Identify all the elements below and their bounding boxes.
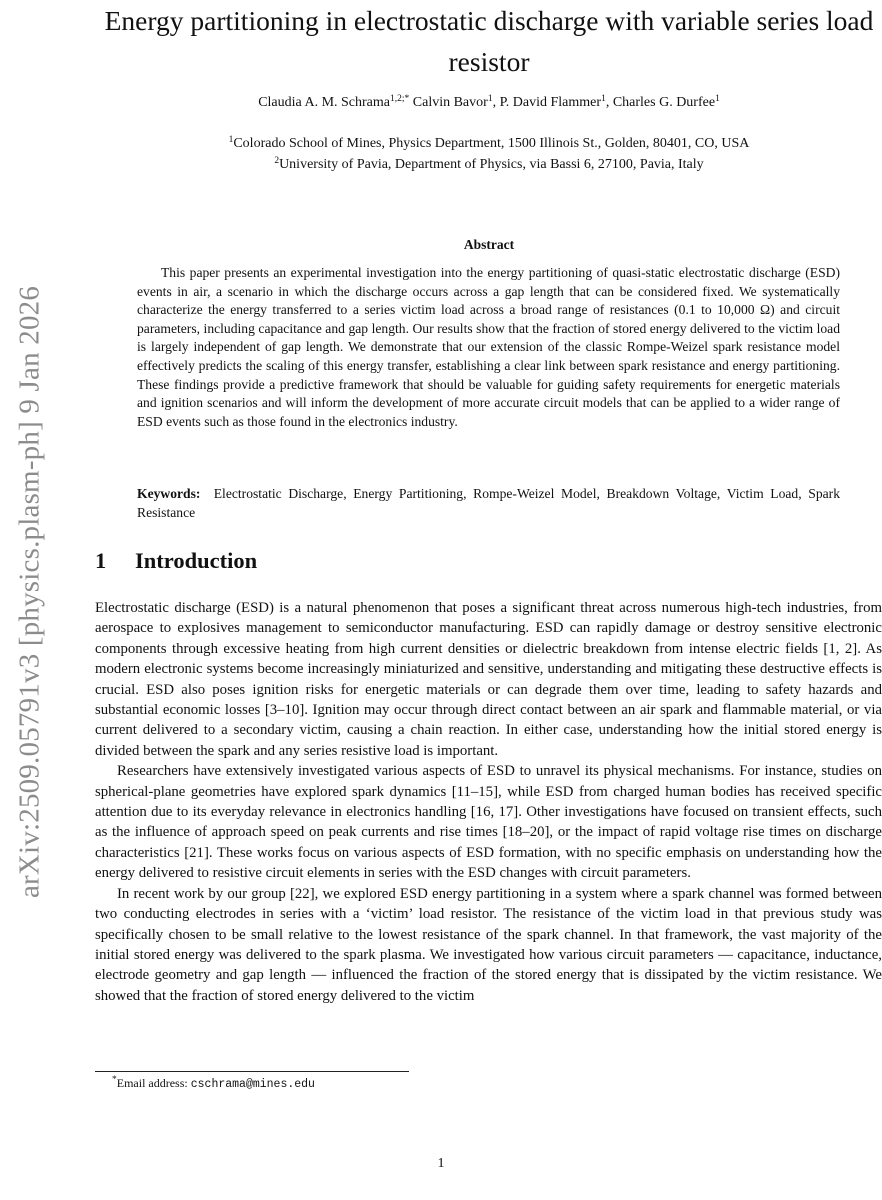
keywords-text: Electrostatic Discharge, Energy Partitioning, Rompe-Weizel Model, Breakdown Voltage, Victim Load, Spark Resistance (137, 486, 840, 520)
author-affiliation-mark: 1,2 (390, 94, 402, 104)
paper-title: Energy partitioning in electrostatic discharge with variable series load resistor (104, 5, 874, 77)
section-heading (95, 548, 257, 574)
keywords (137, 485, 840, 522)
author-list: Claudia A. M. Schrama$^{1,2;*}$ Calvin Bavor$^1$, P. David Flammer$^1$, Charles G. Durfee$^1$ (258, 94, 720, 110)
author-name: Claudia A. M. Schrama (258, 95, 390, 110)
affiliation-1: $^1$Colorado School of Mines, Physics Department, 1500 Illinois St., Golden, 80401, CO, USA (228, 135, 750, 151)
author-name: P. David Flammer (499, 95, 602, 110)
paragraph: In recent work by our group [22], we explored ESD energy partitioning in a system where a spark channel was formed between two conducting electrodes in series with a ‘victim’ load resistor. The resistance of the victim load in that previous study was specifically chosen to be small relative to the lowest resistance of the spark channel. In that framework, the vast majority of the initial stored energy was delivered to the spark plasma. We investigated how various circuit parameters — capacitance, inductance, electrode geometry and gap length — influenced the fraction of the stored energy that is dissipated by the victim resistance. We showed that the fraction of stored energy delivered to the victim (95, 885, 882, 1004)
author-name: Charles G. Durfee (612, 95, 716, 110)
author-affiliation-mark: 1 (487, 94, 493, 104)
page-number: 1 (437, 1156, 445, 1171)
footnote-divider (95, 1071, 409, 1072)
paragraph: Researchers have extensively investigated various aspects of ESD to unravel its physical mechanisms. For instance, studies on spherical-plane geometries have explored spark dynamics [11–15], while ESD from charged human bodies has received specific attention due to its everyday relevance in electronics handling [16, 17]. Other investigations have focused on transient effects, such as the influence of approach speed on peak currents and rise times [18–20], or the impact of rapid voltage rise times on discharge characteristics [21]. These works focus on various aspects of ESD formation, with no specific emphasis on understanding how the energy delivered to resistive circuit elements in series with the ESD changes with circuit parameters. (95, 763, 882, 882)
footnote: *Email address: cschrama@mines.edu (112, 1075, 315, 1091)
author-affiliation-mark: 1 (715, 94, 720, 104)
email-link[interactable]: cschrama@mines.edu (190, 1078, 315, 1091)
abstract-text: This paper presents an experimental investigation into the energy partitioning of quasi-static electrostatic discharge (ESD) events in air, a scenario in which the discharge occurs across a gap length that can be considered fixed. We systematically characterize the energy transferred to a series victim load across a broad range of resistances (0.1 to 10,000 Ω) and circuit parameters, including capacitance and gap length. Our results show that the fraction of stored energy delivered to the victim load is largely independent of gap length. We demonstrate that our extension of the classic Rompe-Weizel spark resistance model effectively predicts the scaling of this energy transfer, establishing a clear link between spark resistance and energy partitioning. These findings provide a predictive framework that should be valuable for guiding safety requirements for energetic materials and ignition scenarios and will inform the development of more accurate circuit models that can be applied to a wider range of ESD events such as those found in the electronics industry. (137, 265, 840, 429)
keywords-label: Keywords: (137, 486, 201, 501)
abstract-heading: Abstract (463, 237, 515, 252)
section-title: Introduction (135, 548, 258, 573)
arxiv-identifier: arXiv:2509.05791v3 [physics.plasm-ph] 9 Jan 2026 (13, 285, 46, 899)
author-name: Calvin Bavor (412, 95, 488, 110)
paragraph: Electrostatic discharge (ESD) is a natural phenomenon that poses a significant threat across numerous high-tech industries, from aerospace to explosives management to semiconductor manufacturing. ESD can rapidly damage or destroy sensitive electronic components through excessive heating from high current densities or dielectric breakdown from intense electric fields [1, 2]. As modern electronic systems become increasingly miniaturized and sensitive, understanding and mitigating these destructive effects is crucial. ESD also poses ignition risks for energetic materials or can degrade them over time, leading to safety hazards and substantial economic losses [3–10]. Ignition may occur through direct contact between an air spark and flammable material, or via current delivered to a secondary victim, causing a chain reaction. In either case, understanding how the initial stored energy is divided between the spark and any series resistive load is important. (95, 600, 882, 759)
corresponding-mark: * (404, 94, 410, 104)
section-number: 1 (95, 548, 107, 573)
introduction-body (95, 598, 882, 1006)
author-affiliation-mark: 1 (601, 94, 606, 104)
affiliation-2: $^2$University of Pavia, Department of Physics, via Bassi 6, 27100, Pavia, Italy (274, 156, 704, 172)
